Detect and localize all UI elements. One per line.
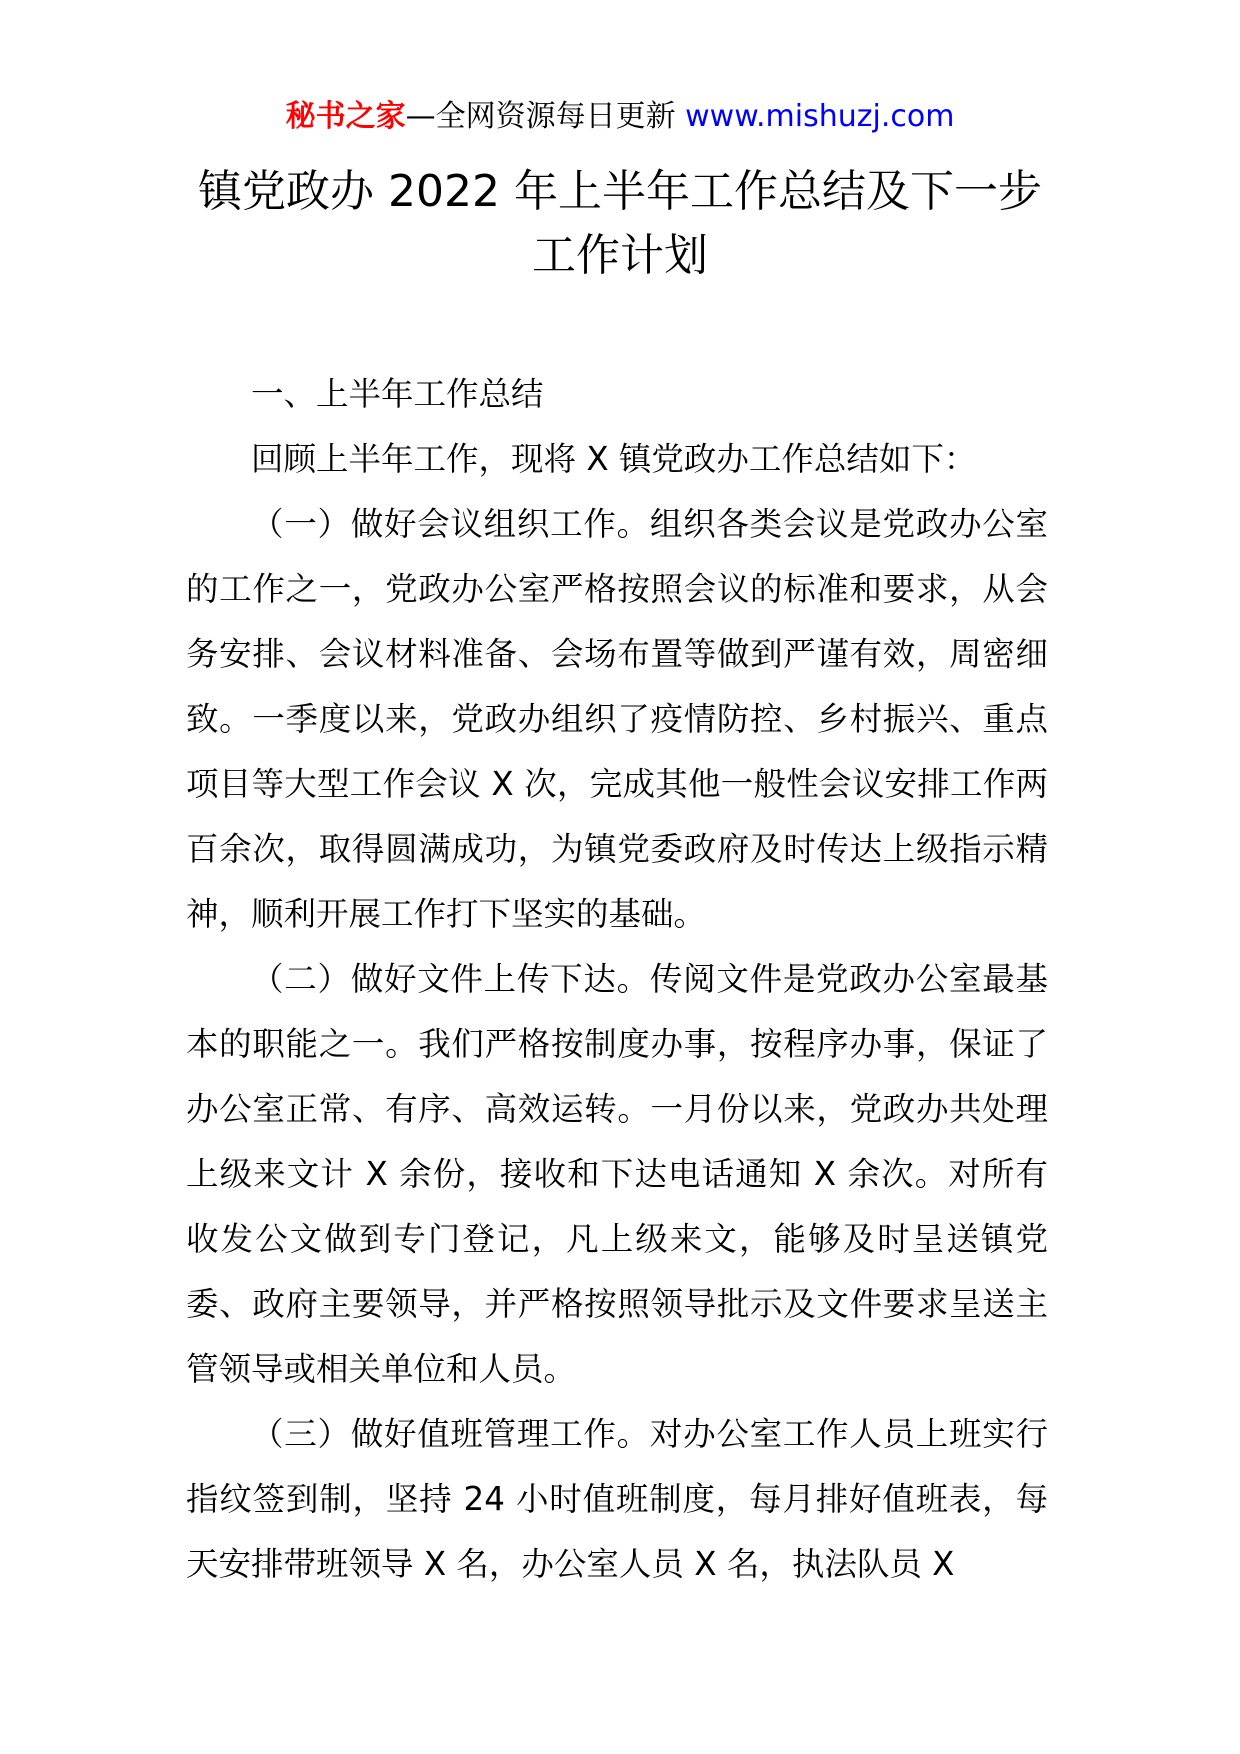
document-title xyxy=(0,160,1240,288)
document-title-line-1: 镇党政办 2022 年上半年工作总结及下一步 xyxy=(198,166,1042,217)
document-title-line-2: 工作计划 xyxy=(532,230,708,281)
site-name: 秘书之家 xyxy=(285,99,406,134)
site-header xyxy=(0,96,1240,138)
paragraph-meeting-organization: （一）做好会议组织工作。组织各类会议是党政办公室的工作之一，党政办公室严格按照会议的标准和要求，从会务安排、会议材料准备、会场布置等做到严谨有效，周密细致。一季度以来，党政办组织了疫情防控、乡村振兴、重点项目等大型工作会议 X 次，完成其他一般性会议安排工作两百余次，取得圆满成功，为镇党委政府及时传达上级指示精神，顺利开展工作打下坚实的基础。 xyxy=(186,505,1048,933)
paragraph-document-circulation: （二）做好文件上传下达。传阅文件是党政办公室最基本的职能之一。我们严格按制度办事，按程序办事，保证了办公室正常、有序、高效运转。一月份以来，党政办共处理上级来文计 X 余份，接收和下达电话通知 X 余次。对所有收发公文做到专门登记，凡上级来文，能够及时呈送镇党委、政府主要领导，并严格按照领导批示及文件要求呈送主管领导或相关单位和人员。 xyxy=(186,960,1048,1388)
paragraph-duty-management: （三）做好值班管理工作。对办公室工作人员上班实行指纹签到制，坚持 24 小时值班制度，每月排好值班表，每天安排带班领导 X 名，办公室人员 X 名，执法队员 X xyxy=(186,1415,1048,1583)
site-tagline: —全网资源每日更新 xyxy=(405,99,676,134)
section-heading: 一、上半年工作总结 xyxy=(251,375,544,413)
site-url-link[interactable]: www.mishuzj.com xyxy=(685,99,955,134)
intro-paragraph: 回顾上半年工作，现将 X 镇党政办工作总结如下： xyxy=(251,440,977,478)
document-body xyxy=(186,362,1048,1597)
